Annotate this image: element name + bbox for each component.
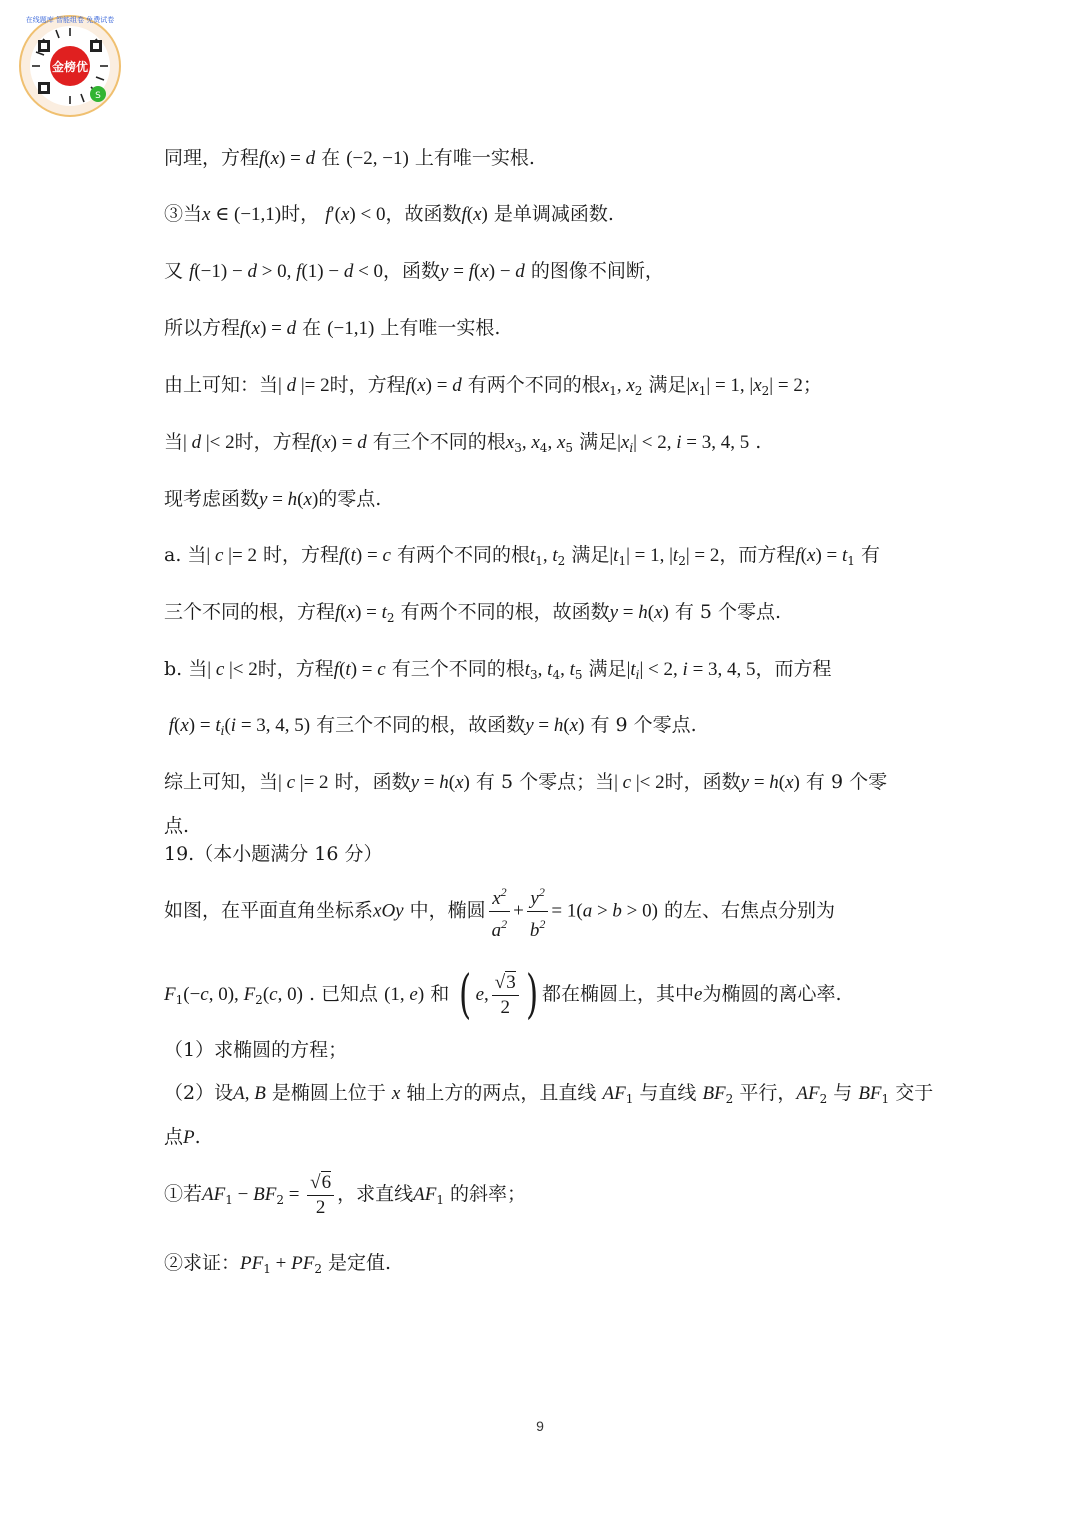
- line-18: （2）设A, B 是椭圆上位于 x 轴上方的两点，且直线 $AF_1$ 与直线 $BF_2$ 平行，$AF_2$ 与 $BF_1$ 交于: [164, 1082, 934, 1106]
- line-20: ①若$AF_1 - BF_2$ = $\frac{√6}{2}$ ，求直线$AF_1$ 的斜率；: [164, 1171, 527, 1218]
- line-13: 点.: [164, 815, 190, 837]
- line-7: 现考虑函数y = h(x)的零点.: [164, 488, 382, 510]
- logo-seal: [16, 10, 124, 120]
- line-16: $F_1(-c$, 0), $F_2(c$, 0) . 已知点 (1, e) 和 ( e, $\frac{√3}{2}$ ) 都在椭圆上，其中e为椭圆的离心率.: [164, 965, 842, 1025]
- svg-text:金榜优: 金榜优: [51, 60, 89, 74]
- line-3: 又 f(−1) − d > 0, f(1) − d < 0，函数y = f(x) − d 的图像不间断，: [164, 260, 664, 282]
- line-9: 三个不同的根，方程$f(x) = t_2$ 有两个不同的根，故函数y = h(x) 有 5 个零点.: [164, 601, 782, 625]
- line-19: 点P.: [164, 1126, 201, 1148]
- line-6: 当| d |< 2时，方程f(x) = d 有三个不同的根$x_3$, $x_4$, $x_5$ 满足$|x_i| < 2$, i = 3, 4, 5 .: [164, 431, 762, 455]
- line-12: 综上可知，当| c |= 2 时，函数y = h(x) 有 5 个零点；当| c |< 2时，函数y = h(x) 有 9 个零: [164, 771, 888, 793]
- line-8: a. 当| c |= 2 时，方程f(t) = c 有两个不同的根$t_1$, $t_2$ 满足$|t_1| = 1$, $|t_2| = 2$，而方程$f(x) = t_1$ 有: [164, 544, 880, 568]
- question-19-header: 19.（本小题满分 16 分）: [164, 843, 383, 865]
- line-21: ②求证：$PF_1 + PF_2$ 是定值.: [164, 1252, 392, 1276]
- line-11: $f(x) = t_i(i = 3$, 4, 5) 有三个不同的根，故函数y = h(x) 有 9 个零点.: [164, 714, 697, 738]
- svg-text:S: S: [95, 91, 101, 101]
- line-4: 所以方程f(x) = d 在 (−1,1) 上有唯一实根.: [164, 317, 501, 339]
- line-10: b. 当| c |< 2时，方程f(t) = c 有三个不同的根$t_3$, $t_4$, $t_5$ 满足$|t_i| < 2$, i = 3, 4, 5，而方程: [164, 658, 832, 682]
- page-number: 9: [536, 1418, 544, 1434]
- line-5: 由上可知：当| d |= 2时，方程f(x) = d 有两个不同的根$x_1$, $x_2$ 满足$|x_1| = 1$, $|x_2| = 2$；: [164, 374, 822, 398]
- line-15: 如图，在平面直角坐标系xOy 中，椭圆 $\frac{x^2}{a^2}$ + $\frac{y^2}{b^2}$ = 1(a > b > 0) 的左、右焦点分别为: [164, 880, 835, 943]
- line-2: ③当x ∈ (−1,1)时， f′(x) < 0，故函数f(x) 是单调减函数.: [164, 203, 614, 225]
- line-1: 同理，方程f(x) = d 在 (−2, −1) 上有唯一实根.: [164, 147, 535, 169]
- line-17: （1）求椭圆的方程；: [164, 1039, 348, 1061]
- svg-text:在线题库 智能组卷 免费试卷: 在线题库 智能组卷 免费试卷: [25, 16, 115, 24]
